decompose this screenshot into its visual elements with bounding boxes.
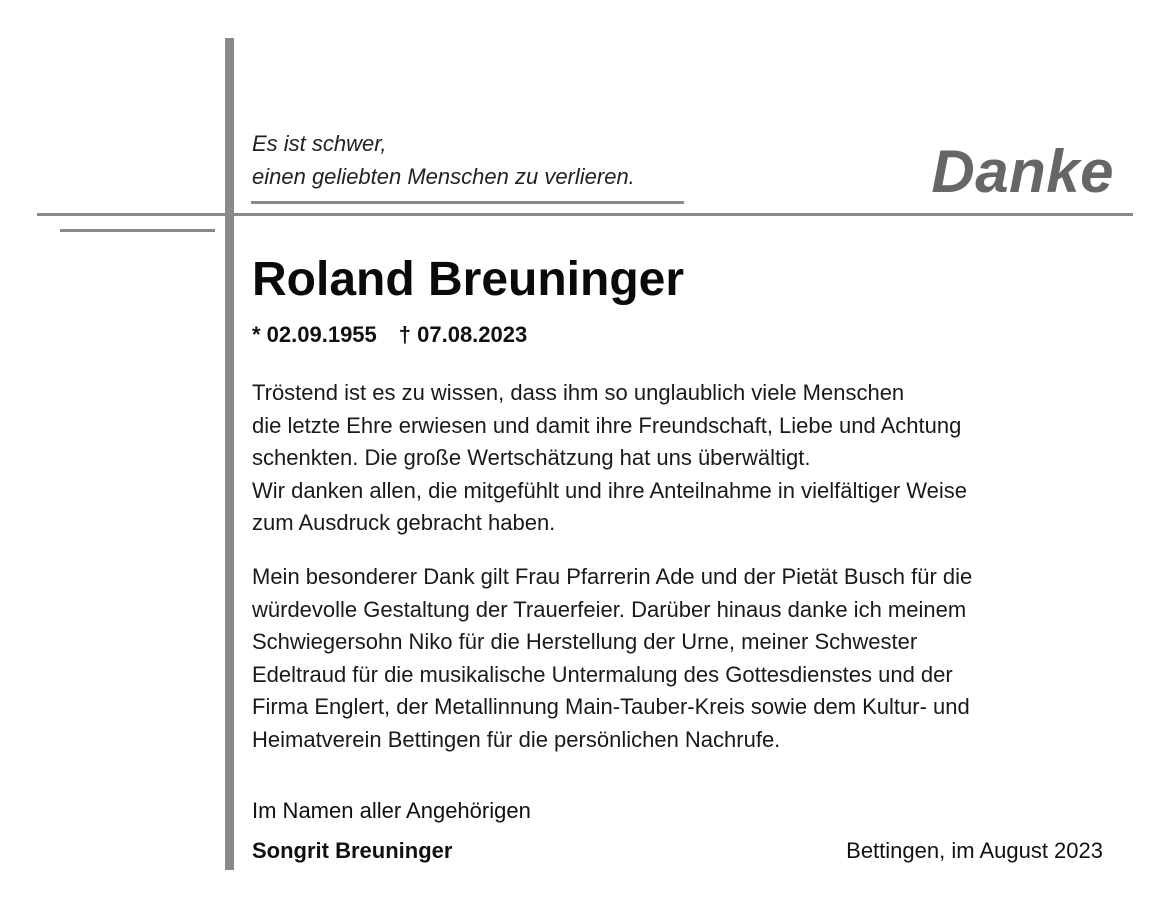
vertical-cross-bar bbox=[225, 38, 234, 870]
text-line: würdevolle Gestaltung der Trauerfeier. Darüber hinaus danke ich meinem bbox=[252, 596, 967, 622]
left-accent-rule bbox=[60, 229, 215, 232]
text-line: Firma Englert, der Metallinnung Main-Tauber-Kreis sowie dem Kultur- und bbox=[252, 694, 970, 719]
text-line: Schwiegersohn Niko für die Herstellung der Urne, meiner Schwester bbox=[252, 629, 918, 654]
memorial-quote bbox=[252, 127, 635, 193]
quote-line: einen geliebten Menschen zu verlieren. bbox=[252, 164, 635, 189]
deceased-name: Roland Breuninger bbox=[252, 253, 685, 306]
death-date: † 07.08.2023 bbox=[398, 322, 528, 347]
text-line: die letzte Ehre erwiesen und damit ihre Freundschaft, Liebe und Achtung bbox=[252, 412, 962, 438]
text-line: zum Ausdruck gebracht haben. bbox=[252, 510, 556, 535]
horizontal-cross-bar bbox=[37, 213, 1133, 216]
signer-name: Songrit Breuninger bbox=[252, 838, 453, 863]
place-and-date: Bettingen, im August 2023 bbox=[846, 838, 1103, 863]
text-line: Wir danken allen, die mitgefühlt und ihre Anteilnahme in vielfältiger Weise bbox=[252, 477, 967, 503]
text-line: Heimatverein Bettingen für die persönlichen Nachrufe. bbox=[252, 726, 781, 752]
birth-date: * 02.09.1955 bbox=[252, 322, 377, 347]
thanks-paragraph-2 bbox=[252, 561, 972, 756]
text-line: Edeltraud für die musikalische Untermalung des Gottesdienstes und der bbox=[252, 661, 953, 687]
quote-underline bbox=[251, 201, 684, 204]
text-line: schenkten. Die große Wertschätzung hat uns überwältigt. bbox=[252, 445, 811, 470]
text-line: Tröstend ist es zu wissen, dass ihm so unglaublich viele Menschen bbox=[252, 380, 905, 405]
quote-line: Es ist schwer, bbox=[252, 131, 387, 156]
text-line: Mein besonderer Dank gilt Frau Pfarrerin Ade und der Pietät Busch für die bbox=[252, 564, 973, 589]
thanks-paragraph-1 bbox=[252, 377, 967, 540]
heading-danke: Danke bbox=[931, 138, 1114, 205]
closing-line: Im Namen aller Angehörigen bbox=[252, 798, 531, 823]
life-dates bbox=[252, 322, 527, 348]
